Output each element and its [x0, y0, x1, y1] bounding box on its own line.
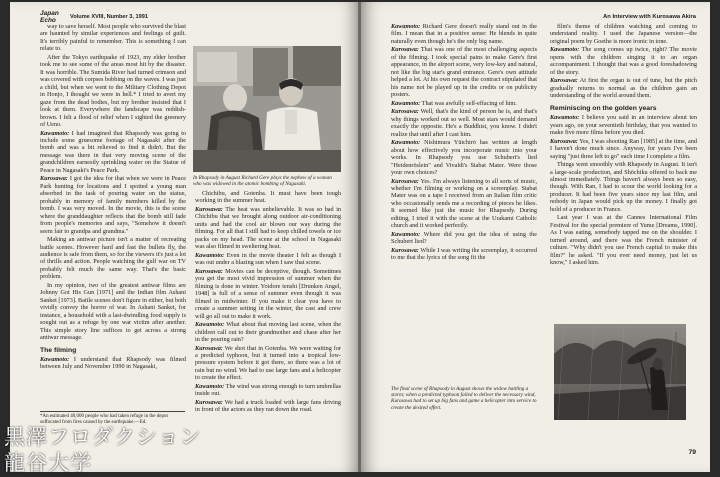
speaker-label: Kawamoto:	[391, 230, 421, 238]
paragraph	[550, 77, 697, 99]
paragraph-text: Richard Gere doesn't really stand out in the film. I mean that in a positive sense: He blends in quite naturally even though he's the only big name.	[391, 23, 537, 45]
running-title: An Interview with Kurosawa Akira	[603, 14, 696, 20]
paragraph	[40, 54, 186, 129]
paragraph-text: Things went smoothly with Rhapsody in August. It isn't a large-scale production, and Shōchiku offered to back me almost immediately. Things haven't always been so easy, though. With Ran, I had to scour the world looking for a producer. It had been five years since my last film, and nobody in Japan would pick up the money. I finally got hold of a producer in France.	[550, 161, 697, 213]
paragraph	[40, 356, 186, 371]
speaker-label: Kawamoto:	[391, 23, 421, 30]
speaker-label: Kawamoto:	[195, 251, 225, 259]
speaker-label: Kawamoto:	[550, 46, 580, 54]
speaker-label: Kurosawa:	[195, 267, 223, 275]
paragraph	[391, 108, 537, 138]
speaker-label: Kawamoto:	[40, 355, 70, 363]
paragraph-text: That was one of the most challenging aspects of the filming. I took special pains to make Gere's first appearance, in the airport scene, very low-key and natural, not like the big star's grand entrance. Gere's own attitude helped a lot. At his own request the contract stipulated that his name not be played up in the credits or on publicity posters.	[391, 46, 537, 99]
speaker-label: Kurosawa:	[391, 108, 419, 116]
paragraph-text: Chichibu, and Gotenba. It must have been tough working in the summer heat.	[195, 190, 341, 205]
paragraph	[550, 114, 697, 136]
speaker-label: Kurosawa:	[391, 46, 419, 54]
speaker-label: Kurosawa:	[195, 398, 223, 406]
photo-credit: Photo:Kurosawa Production	[674, 332, 678, 380]
section-heading: Reminiscing on the golden years	[550, 104, 657, 112]
speaker-label: Kawamoto:	[550, 114, 580, 122]
paragraph-text: The heat was unbelievable. It was so bad in Chichibu that we brought along outdoor air-conditioning units and had the cool air blown our way during the filming. For all that I still had to keep chilled towels or ice packs on my head. The scene at the school in Nagasaki was also filmed in sweltering heat.	[195, 206, 341, 251]
speaker-label: Kurosawa:	[40, 175, 68, 183]
right-page	[361, 2, 710, 472]
paragraph	[550, 138, 697, 160]
paragraph	[195, 268, 341, 320]
paragraph-text: film's theme of children watching and coming to understand reality. I used the Japanese version—the original poem by Goethe is more ironic in tone.	[550, 23, 697, 45]
left-page	[10, 2, 359, 472]
paragraph-text: Well, that's the kind of person he is, and that's why things worked out so well. Most stars would demand exactly the opposite. He's a Buddhist, you know. I didn't realize that until after I cast him.	[391, 108, 537, 138]
paragraph-text: The song comes up twice, right? The movie opens with the children singing it to an organ accompaniment. I thought that was a good foreshadowing of the story.	[550, 46, 697, 76]
paragraph-text: Yes, I was shooting Ran [1985] at the time, and I haven't done much since. Anyway, for years I've been saying "just three left to go" each time I complete a film.	[550, 137, 697, 160]
footnote: *An estimated 40,000 people who had taken refuge in the depot suffocated from fires caused by the earthquake.—Ed.	[40, 411, 185, 426]
paragraph	[550, 214, 697, 266]
paragraph	[550, 161, 697, 213]
logo-line1: Japan	[40, 10, 59, 17]
paragraph-text: Last year I was at the Cannes International Film Festival for the special premiere of Yume [Dreams, 1990]. As I was eating, somebody tapped me on the shoulder. I turned around, and there was the French minister of culture. "Why didn't you use French capital to make this film?" he asked. "If you ever need money, just let us know," I asked him.	[550, 214, 697, 267]
paragraph-text: Nishimura Yūichirō has written at length about how effectively you incorporate music into your works. In Rhapsody you use Schubert's lied "Heidenröslein" and Vivaldi's Stabat Mater. Were those your own choices?	[391, 139, 537, 176]
logo-line2: Echo	[40, 16, 56, 24]
paragraph	[195, 321, 341, 343]
paragraph-text: While I was writing the screenplay, it occurred to me that the lyrics of the song fit the	[391, 246, 537, 262]
paragraph-text: What about that moving last scene, when the children call out to their grandmother and chase after her in the pouring rain?	[195, 321, 341, 343]
paragraph	[195, 190, 341, 205]
page-number: 79	[688, 449, 696, 456]
paragraph	[391, 178, 537, 230]
paragraph	[40, 175, 186, 235]
speaker-label: Kurosawa:	[195, 344, 223, 352]
speaker-label: Kawamoto:	[195, 321, 225, 329]
issue-info: Volume XVIII, Number 3, 1991	[70, 14, 148, 20]
paragraph	[195, 206, 341, 251]
paragraph-text: We had a truck loaded with large fans driving in front of the actors as they ran down the road.	[195, 398, 341, 414]
paragraph	[391, 100, 537, 107]
paragraph	[40, 130, 186, 175]
paragraph	[391, 46, 537, 98]
left-photo-caption: In Rhapsody in August Richard Gere plays the nephew of a woman who was widowed in the atomic bombing of Nagasaki.	[193, 175, 332, 188]
paragraph-text: That was awfully self-effacing of him.	[421, 99, 517, 107]
overlay-stamp-line2: 龍谷大学	[4, 451, 92, 475]
speaker-label: Kurosawa:	[391, 246, 419, 254]
paragraph-text: I got the idea for that when we were in Peace Park hunting for locations and I spotted a young man absorbed in the task of pouring water on the statue, probably in memory of family members killed by the bomb. I was very moved. In the movie, this is the scene where the granddaughter reflects that the bomb still fade from people's memories and says, "Somehow it doesn't seem fair to grandpa and grandma."	[40, 175, 186, 235]
paragraph	[550, 23, 697, 45]
paragraph-text: The wind was strong enough to turn umbrellas inside out.	[195, 382, 341, 398]
paragraph	[195, 399, 341, 414]
paragraph-text: I understand that Rhapsody was filmed between July and November 1990 in Nagasaki,	[40, 355, 186, 371]
speaker-label: Kurosawa:	[391, 177, 419, 185]
speaker-label: Kawamoto:	[391, 139, 421, 147]
speaker-label: Kurosawa:	[195, 206, 223, 213]
paragraph-text: I had imagined that Rhapsody was going to include some gruesome footage of Nagasaki after the bomb and was a bit relieved to find it didn't. But the message was there in that very moving scene of the grandchildren earnestly sprinkling water on the Statue of Peace in Nagasaki's Peace Park.	[40, 129, 186, 174]
speaker-label: Kurosawa:	[550, 77, 578, 85]
paragraph	[391, 247, 537, 262]
magazine-spread	[10, 2, 710, 472]
paragraph-text: Yes. I'm always listening to all sorts of music, whether I'm filming or working on a screenplay. Stabat Mater was on a tape I received from an Italian film critic who occasionally sends me a recording of pieces he likes. It seemed like just the music for Rhapsody. During editing, I tried it with the scene at the Urakami Catholic church and it worked perfectly.	[391, 177, 537, 230]
paragraph-text: way to save herself. Most people who survived the blast are haunted by similar experiences and feelings of guilt. It's terribly painful to remember. This is something I can relate to.	[40, 23, 186, 53]
gere-photo	[193, 46, 341, 172]
storm-photo	[554, 324, 686, 420]
right-photo-caption: The final scene of Rhapsody in August shows the widow battling a storm; when a predicted typhoon failed to deliver the necessary wind, Kurosawa had to set up big fans and game a helicopter into service to create the desired effect.	[391, 386, 537, 411]
paragraph	[391, 231, 537, 246]
left-column-1	[40, 23, 186, 409]
paragraph-text: I believe you said in an interview about ten years ago, on your seventieth birthday, that you wanted to make five more films before you died.	[550, 114, 697, 137]
left-column-2	[195, 190, 341, 452]
paragraph	[195, 383, 341, 398]
storm-photo-image	[554, 324, 686, 420]
right-column-2	[550, 23, 697, 319]
paragraph-text: In my opinion, two of the greatest antiwar films are Johnny Got His Gun [1971] and the Indian film Ashani Sanket [1973]. Battle scenes don't figure in either, but both vividly convey the horror of war. In Ashani Sanket, for instance, a household with a last-dwindling food supply is sought out as a refuge by one war victim after another. This simple story line suffices to get across a strong antiwar message.	[40, 281, 186, 342]
speaker-label: Kawamoto:	[195, 382, 225, 390]
paragraph-text: At first the organ is out of tune, but the pitch gradually returns to normal as the children gain an understanding of the world around them.	[550, 77, 697, 100]
right-column-1	[391, 23, 537, 287]
paragraph	[391, 23, 537, 45]
speaker-label: Kawamoto:	[391, 99, 421, 107]
overlay-stamp-line1: 黒澤フロダクション	[4, 425, 202, 449]
paragraph-text: Making an antiwar picture isn't a matter of recreating battle scenes. However hard and fast the bullets fly, the audience is safe from them, so for the viewers it's just a lot of thrills and action. People watching the gulf war on TV probably felt much the same way. That's the basic problem.	[40, 236, 186, 281]
paragraph	[40, 23, 186, 53]
paragraph-text: We shot that in Gotenba. We were waiting for a predicted typhoon, but it turned into a tropical low-pressure system before it got there, so there was a lot of rain but no wind. We had to use large fans and a helicopter to create the effect.	[195, 344, 341, 382]
speaker-label: Kurosawa:	[550, 137, 578, 145]
speaker-label: Kawamoto:	[40, 129, 70, 137]
paragraph-text: Even in the movie theater I felt as though I was out under a blazing sun when I saw that scene.	[195, 251, 341, 267]
paragraph	[391, 139, 537, 176]
paragraph	[195, 345, 341, 382]
paragraph-text: Movies can be deceptive, though. Sometimes you get the most vivid impression of summer when the filming is done in winter. Yoidore tenshi [Drunken Angel, 1948] is full of a sense of summer even though it was filmed in midwinter. If you make it clear you have to create a summer setting in the winter, the cast and crew will go all out to make it work.	[195, 267, 341, 320]
section-heading: The filming	[40, 346, 77, 354]
paragraph	[40, 282, 186, 342]
paragraph	[195, 252, 341, 267]
paragraph	[40, 236, 186, 281]
gere-photo-image	[193, 46, 341, 172]
paragraph-text: After the Tokyo earthquake of 1923, my elder brother took me to see some of the areas most hit by the disaster. It was horrible. The Sumida River had turned crimson and was covered with corpses bobbing on the waves. I was just a child, but when we went to the Military Clothing Depot in Honjo, I thought we were in hell.* I tried to avert my gaze from the dead bodies, but my brother insisted that I look at them. Everywhere the landscape was reddish-brown. I felt a flood of relief when I sighted the greenery of Ueno.	[40, 53, 186, 128]
paragraph	[550, 46, 697, 76]
paragraph-text: Where did you get the idea of using the Schubert lied?	[391, 230, 537, 246]
